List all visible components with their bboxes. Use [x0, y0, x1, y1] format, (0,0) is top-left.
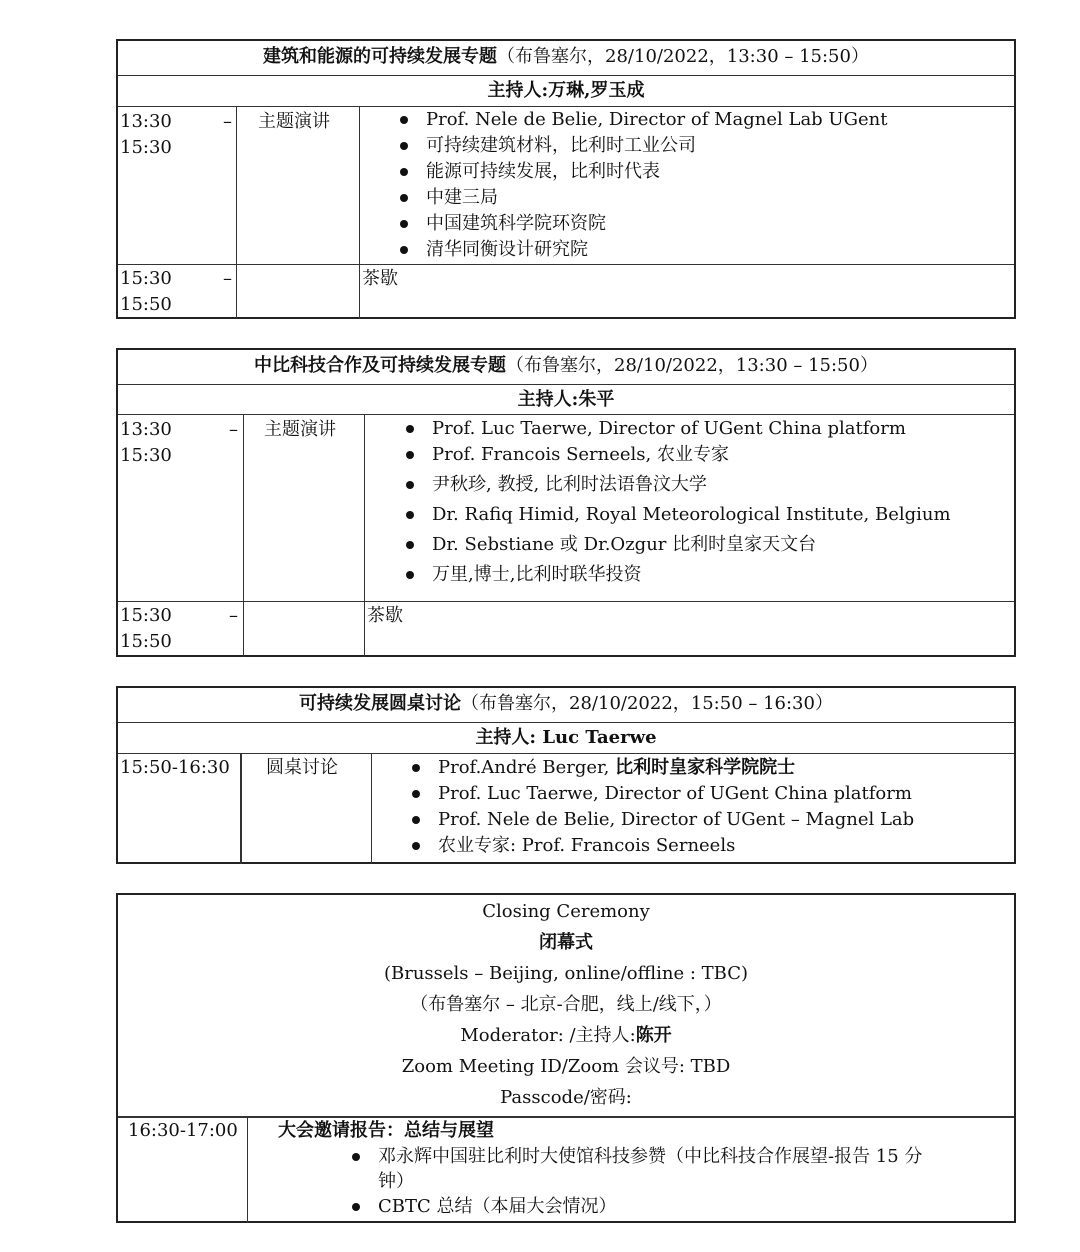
- closing-zoom-id: Zoom Meeting ID/Zoom 会议号: TBD: [401, 1056, 731, 1077]
- closing-moderator: Moderator: /主持人:陈开: [460, 1025, 672, 1046]
- closing-location-en: (Brussels – Beijing, online/offline : TBC): [383, 963, 749, 984]
- closing-report-list: [346, 1144, 922, 1219]
- list-item: Prof.André Berger, 比利时皇家科学院院士: [406, 755, 914, 781]
- session-1-row-1-type: 主题演讲: [258, 111, 330, 132]
- session-2-row-1-type: 主题演讲: [264, 419, 336, 440]
- list-item: 可持续建筑材料，比利时工业公司: [394, 133, 887, 159]
- closing-passcode: Passcode/密码:: [500, 1087, 632, 1108]
- list-item: Prof. Nele de Belie, Director of Magnel Lab UGent: [394, 107, 887, 133]
- session-3-title: 可持续发展圆桌讨论（布鲁塞尔，28/10/2022，15:50 – 16:30）: [118, 688, 1014, 723]
- session-1-table: [116, 39, 1016, 319]
- list-item: 中建三局: [394, 185, 887, 211]
- list-item: 尹秋珍, 教授, 比利时法语鲁汶大学: [400, 472, 951, 498]
- session-2-row-2-time: 15:30 15:50 –: [120, 605, 238, 652]
- list-item: Prof. Luc Taerwe, Director of UGent China platform: [400, 416, 951, 442]
- closing-report-heading: 大会邀请报告：总结与展望: [278, 1120, 494, 1141]
- session-3-speaker-list: [406, 755, 914, 859]
- closing-title-en: Closing Ceremony: [482, 901, 650, 922]
- session-2-table: [116, 348, 1016, 657]
- list-item: 中国建筑科学院环资院: [394, 211, 887, 237]
- closing-time: 16:30-17:00: [128, 1120, 238, 1141]
- session-1-speaker-list: [394, 107, 887, 263]
- list-item: Prof. Nele de Belie, Director of UGent – Magnel Lab: [406, 807, 914, 833]
- list-item: 清华同衡设计研究院: [394, 237, 887, 263]
- session-2-title: 中比科技合作及可持续发展专题（布鲁塞尔，28/10/2022，13:30 – 15:50）: [118, 350, 1014, 385]
- closing-location-cn: （布鲁塞尔 – 北京-合肥，线上/线下，）: [410, 994, 722, 1015]
- list-item: Prof. Francois Serneels, 农业专家: [400, 442, 951, 468]
- session-1-break: 茶歇: [362, 268, 398, 289]
- list-item: Prof. Luc Taerwe, Director of UGent China platform: [406, 781, 914, 807]
- list-item: 万里,博士,比利时联华投资: [400, 562, 951, 588]
- session-3-time: 15:50-16:30: [120, 757, 230, 778]
- list-item: 能源可持续发展，比利时代表: [394, 159, 887, 185]
- session-2-speaker-list: [400, 416, 951, 588]
- session-3-type: 圆桌讨论: [266, 757, 338, 778]
- list-item: 邓永辉中国驻比利时大使馆科技参赞（中比科技合作展望-报告 15 分 钟）: [346, 1144, 922, 1194]
- list-item: Dr. Rafiq Himid, Royal Meteorological Institute, Belgium: [400, 502, 951, 528]
- session-1-row-2-time: 15:30 15:50 –: [120, 268, 232, 315]
- list-item: Dr. Sebstiane 或 Dr.Ozgur 比利时皇家天文台: [400, 532, 951, 558]
- session-2-host: 主持人:朱平: [118, 385, 1014, 415]
- closing-ceremony-table: [116, 893, 1016, 1223]
- closing-title-cn: 闭幕式: [539, 932, 593, 953]
- session-3-host: 主持人: Luc Taerwe: [118, 723, 1014, 754]
- session-2-break: 茶歇: [367, 605, 403, 626]
- session-1-row-1-time: 13:30 15:30 –: [120, 111, 232, 158]
- session-2-row-1-time: 13:30 15:30 –: [120, 419, 238, 466]
- session-1-host: 主持人:万琳,罗玉成: [118, 76, 1014, 107]
- list-item: 农业专家: Prof. Francois Serneels: [406, 833, 914, 859]
- session-1-title: 建筑和能源的可持续发展专题（布鲁塞尔，28/10/2022，13:30 – 15:50）: [118, 41, 1014, 76]
- list-item: CBTC 总结（本届大会情况）: [346, 1194, 922, 1219]
- session-3-table: [116, 686, 1016, 864]
